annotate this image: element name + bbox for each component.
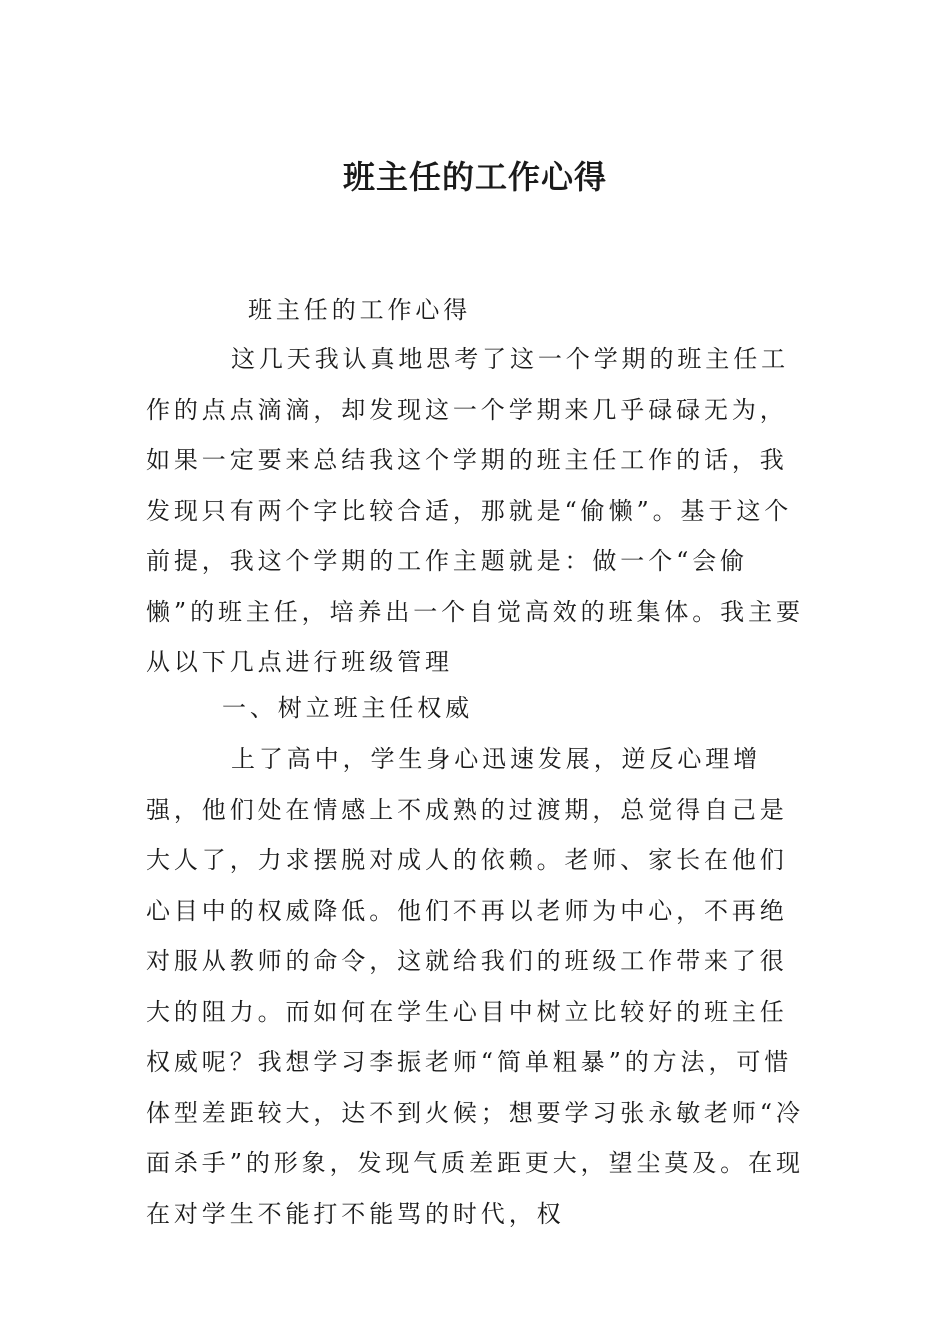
paragraph-section-1: 上了高中，学生身心迅速发展，逆反心理增强，他们处在情感上不成熟的过渡期，总觉得自己是大人了，力求摆脱对成人的依赖。老师、家长在他们心目中的权威降低。他们不再以老师为中心，不再绝对服从教师的命令，这就给我们的班级工作带来了很大的阻力。而如何在学生心目中树立比较好的班主任权威呢？我想学习李振老师“简单粗暴”的方法，可惜体型差距较大，达不到火候；想要学习张永敏老师“冷面杀手”的形象，发现气质差距更大，望尘莫及。在现在对学生不能打不能骂的时代，权 [146, 745, 804, 1228]
paragraph-intro: 这几天我认真地思考了这一个学期的班主任工作的点点滴滴，却发现这一个学期来几乎碌碌无为，如果一定要来总结我这个学期的班主任工作的话，我发现只有两个字比较合适，那就是“偷懒”。基于这个前提，我这个学期的工作主题就是：做一个“会偷懒”的班主任，培养出一个自觉高效的班集体。我主要从以下几点进行班级管理 [146, 345, 804, 676]
document-subtitle: 班主任的工作心得 [248, 296, 472, 324]
section-heading: 一、树立班主任权威 [222, 694, 474, 722]
document-title: 班主任的工作心得 [342, 158, 607, 196]
